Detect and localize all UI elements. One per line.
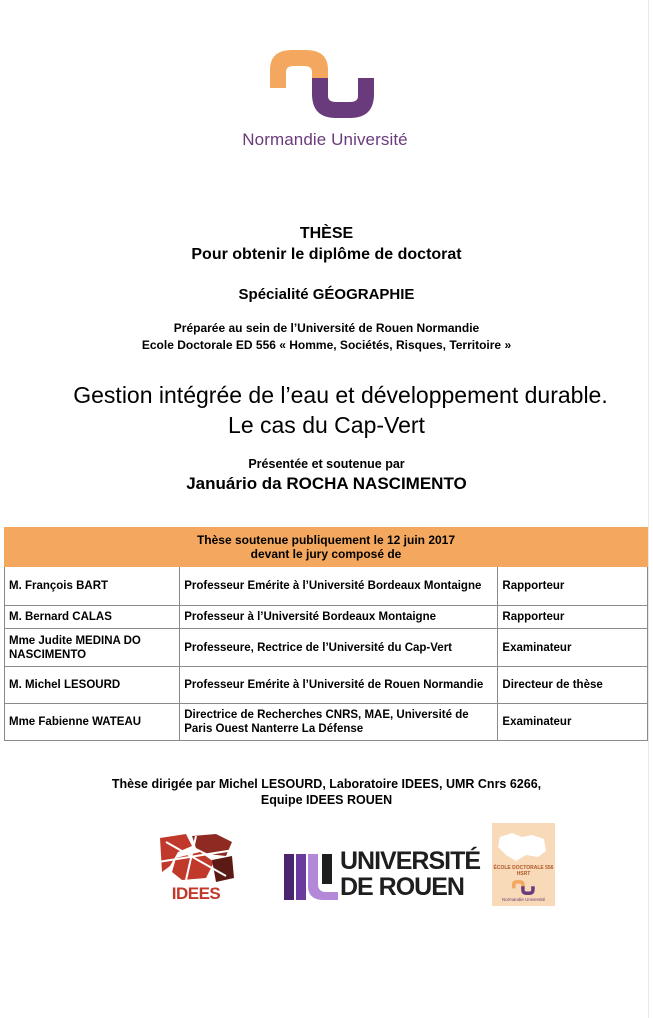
doctoral-school-line: Ecole Doctorale ED 556 « Homme, Sociétés, Risques, Territoire » — [141, 338, 512, 352]
presented-by-line: Présentée et soutenue par — [248, 457, 405, 471]
jury-member-name: M. Michel LESOURD — [5, 667, 180, 704]
jury-table — [4, 527, 648, 741]
thesis-title-line1: Gestion intégrée de l’eau et développement durable. — [73, 382, 608, 408]
ecole-doctorale-nu-name: Normandie Université — [501, 897, 546, 902]
idees-logo — [156, 832, 236, 904]
jury-member-role: Directeur de thèse — [498, 667, 648, 704]
jury-header-line1: Thèse soutenue publiquement le 12 juin 2017 — [196, 533, 456, 547]
jury-member-role: Rapporteur — [498, 567, 648, 606]
ecole-doctorale-logo — [492, 823, 555, 906]
table-row — [5, 629, 648, 667]
table-row — [5, 606, 648, 629]
thesis-title-line2: Le cas du Cap-Vert — [228, 412, 425, 438]
jury-member-name: M. François BART — [5, 567, 180, 606]
universite-rouen-logo — [284, 847, 481, 906]
jury-member-role: Rapporteur — [498, 606, 648, 629]
jury-member-title: Professeure, Rectrice de l’Université du Cap-Vert — [180, 629, 498, 667]
ecole-doctorale-label: ÉCOLE DOCTORALE 556 HSRT — [493, 865, 554, 877]
normandie-map-icon — [492, 827, 555, 867]
nu-logo-mark-icon — [270, 46, 380, 126]
rouen-name-line1: UNIVERSITÉ — [340, 847, 481, 875]
rouen-logo-mark-icon — [284, 848, 338, 906]
jury-member-title: Directrice de Recherches CNRS, MAE, Université de Paris Ouest Nanterre La Défense — [180, 704, 498, 741]
idees-map-icon — [156, 832, 236, 884]
idees-name: IDEES — [171, 884, 221, 903]
jury-member-name: M. Bernard CALAS — [5, 606, 180, 629]
jury-header-line2: devant le jury composé de — [250, 547, 402, 561]
jury-member-role: Examinateur — [498, 629, 648, 667]
jury-header-cell — [5, 528, 648, 567]
objective-line: Pour obtenir le diplôme de doctorat — [191, 246, 462, 263]
jury-member-name: Mme Fabienne WATEAU — [5, 704, 180, 741]
jury-header-row — [5, 528, 648, 567]
jury-member-title: Professeur Emérite à l’Université Bordeaux Montaigne — [180, 567, 498, 606]
jury-member-role: Examinateur — [498, 704, 648, 741]
rouen-name-line2: DE ROUEN — [340, 873, 464, 901]
normandie-universite-name: Normandie Université — [242, 130, 408, 149]
prepared-line: Préparée au sein de l’Université de Rouen Normandie — [173, 321, 480, 335]
author-name: Januário da ROCHA NASCIMENTO — [186, 474, 467, 493]
table-row — [5, 704, 648, 741]
table-row — [5, 667, 648, 704]
table-row — [5, 567, 648, 606]
jury-member-name: Mme Judite MEDINA DO NASCIMENTO — [5, 629, 180, 667]
direction-line2: Equipe IDEES ROUEN — [260, 793, 393, 807]
nu-small-mark-icon — [512, 879, 536, 897]
normandie-universite-logo — [230, 46, 420, 156]
speciality-line: Spécialité GÉOGRAPHIE — [238, 286, 415, 303]
these-heading: THÈSE — [299, 225, 354, 242]
jury-member-title: Professeur à l’Université Bordeaux Montaigne — [180, 606, 498, 629]
page-edge — [648, 0, 649, 1018]
direction-line1: Thèse dirigée par Michel LESOURD, Laboratoire IDEES, UMR Cnrs 6266, — [111, 777, 542, 791]
jury-member-title: Professeur Emérite à l’Université de Rouen Normandie — [180, 667, 498, 704]
